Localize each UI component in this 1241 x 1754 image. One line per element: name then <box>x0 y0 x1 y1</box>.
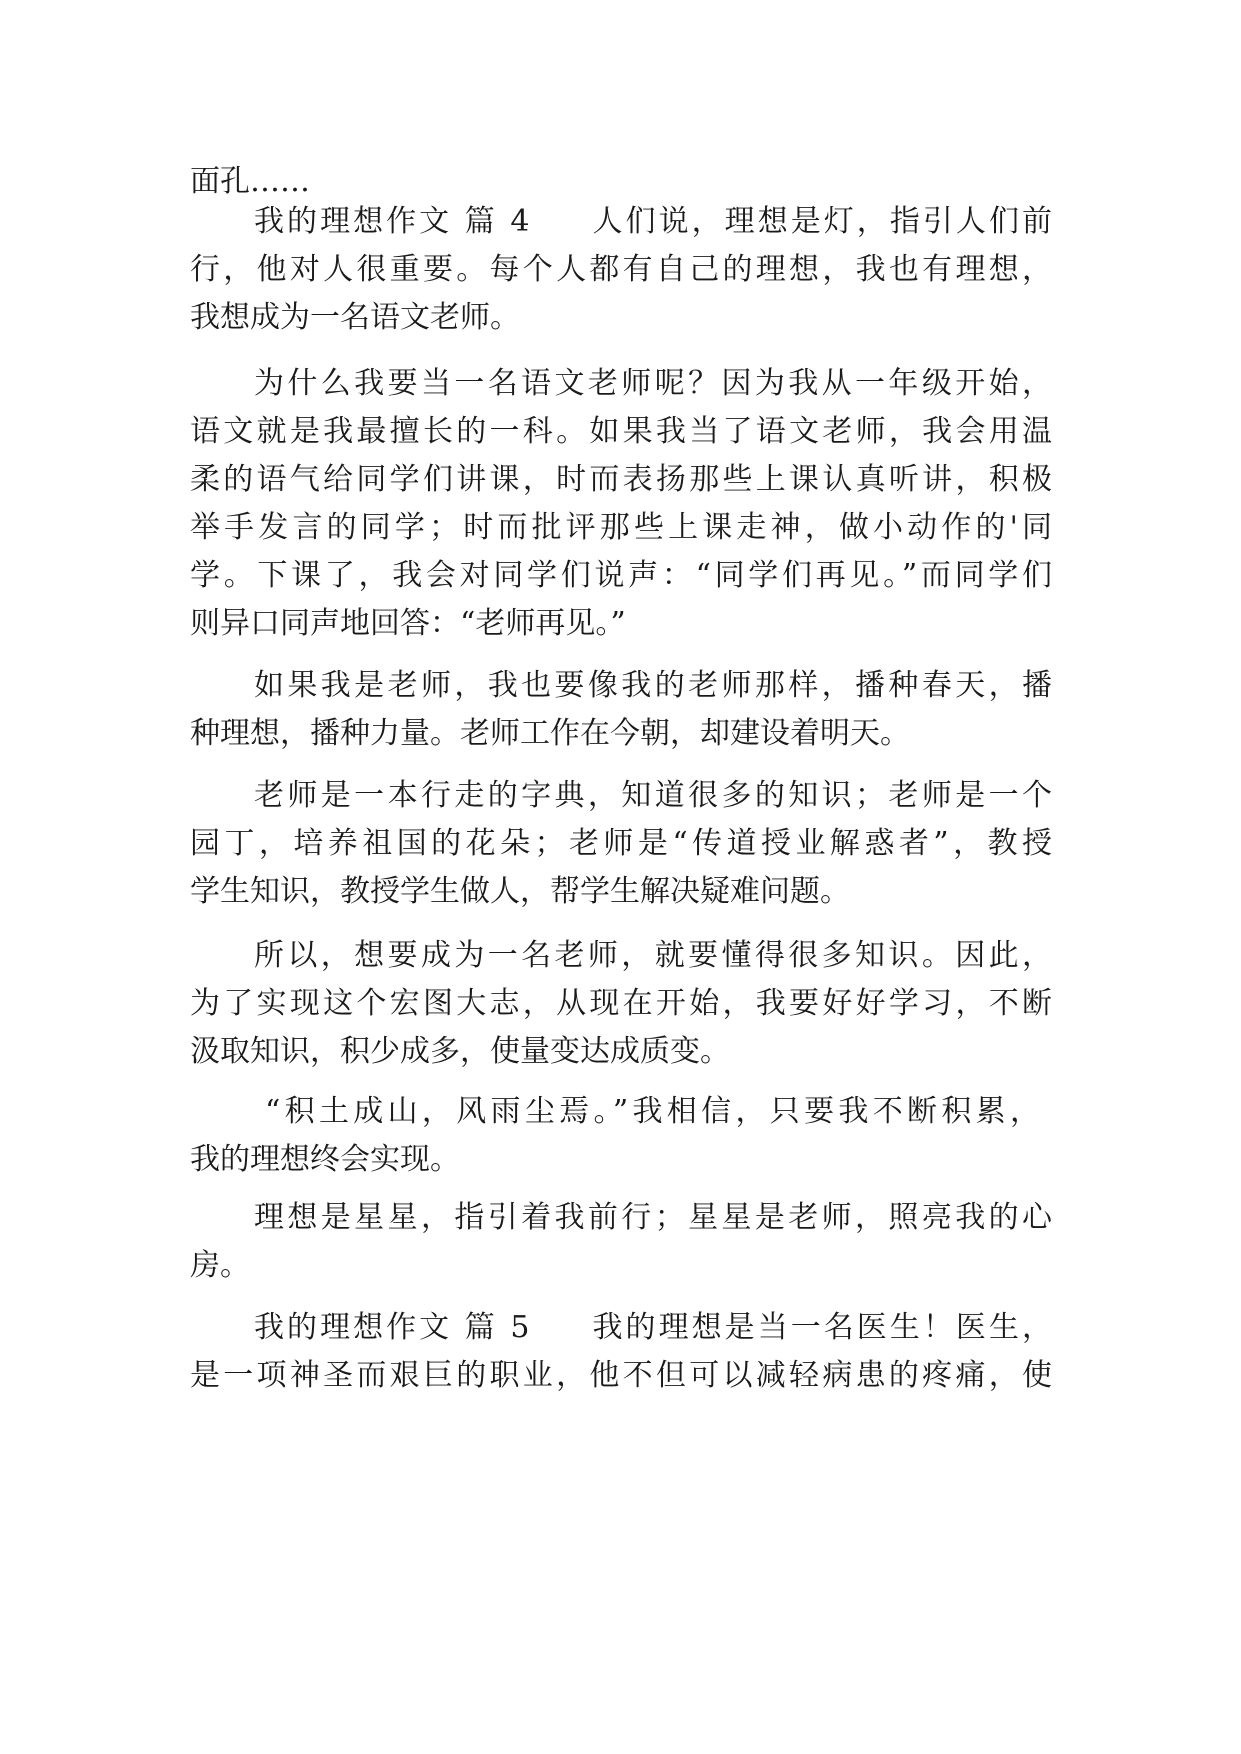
text-line: 我的理想终会实现。 <box>190 1142 460 1177</box>
paragraph-text: 人们说，理想是灯，指引人们前 <box>589 204 1052 239</box>
text-line: 为了实现这个宏图大志，从现在开始，我要好好学习，不断 <box>190 986 1052 1021</box>
text-line: 面孔…… <box>190 164 310 199</box>
text-line: 行，他对人很重要。每个人都有自己的理想，我也有理想， <box>190 252 1052 287</box>
text-line: 如果我是老师，我也要像我的老师那样，播种春天，播 <box>254 668 1052 703</box>
paragraph-text: 我的理想是当一名医生！医生， <box>589 1310 1052 1345</box>
section-title: 我的理想作文 篇 4 <box>254 204 530 239</box>
text-line: 理想是星星，指引着我前行；星星是老师，照亮我的心 <box>254 1200 1052 1235</box>
text-line: 为什么我要当一名语文老师呢？因为我从一年级开始， <box>254 366 1052 401</box>
text-line: 语文就是我最擅长的一科。如果我当了语文老师，我会用温 <box>190 414 1052 449</box>
text-line: 学生知识，教授学生做人，帮学生解决疑难问题。 <box>190 874 850 909</box>
text-line: 学。下课了，我会对同学们说声：“同学们再见。”而同学们 <box>190 558 1052 593</box>
text-line: 我想成为一名语文老师。 <box>190 300 520 335</box>
section-title: 我的理想作文 篇 5 <box>254 1310 530 1345</box>
section-heading-line <box>254 1308 1052 1348</box>
text-line: 是一项神圣而艰巨的职业，他不但可以减轻病患的疼痛，使 <box>190 1358 1052 1393</box>
text-line: 所以，想要成为一名老师，就要懂得很多知识。因此， <box>254 938 1052 973</box>
section-heading-line <box>254 202 1052 242</box>
text-line: “积土成山，风雨尘焉。”我相信，只要我不断积累， <box>265 1094 1040 1129</box>
text-line: 则异口同声地回答：“老师再见。” <box>190 606 626 641</box>
text-line: 举手发言的同学；时而批评那些上课走神，做小动作的'同 <box>190 510 1052 545</box>
text-line: 柔的语气给同学们讲课，时而表扬那些上课认真听讲，积极 <box>190 462 1052 497</box>
text-line: 老师是一本行走的字典，知道很多的知识；老师是一个 <box>254 778 1052 813</box>
text-line: 汲取知识，积少成多，使量变达成质变。 <box>190 1034 730 1069</box>
text-line: 房。 <box>190 1248 250 1283</box>
text-line: 园丁，培养祖国的花朵；老师是“传道授业解惑者”，教授 <box>190 826 1052 861</box>
text-line: 种理想，播种力量。老师工作在今朝，却建设着明天。 <box>190 716 910 751</box>
